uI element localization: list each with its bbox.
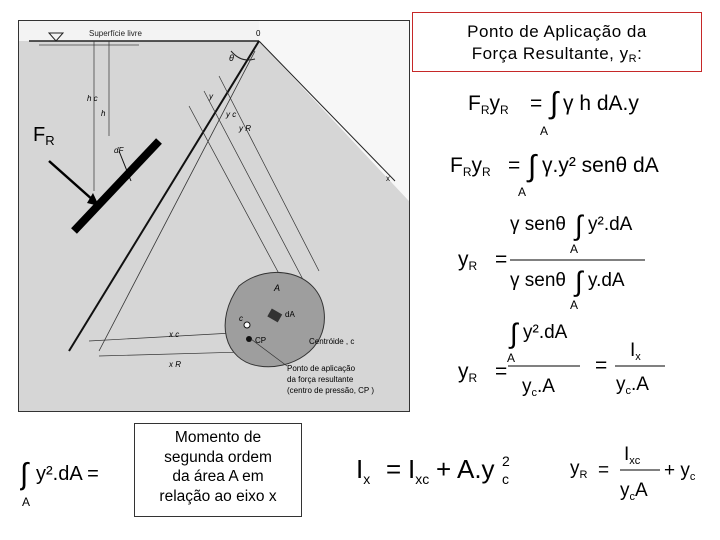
- xR-label: x R: [169, 360, 181, 369]
- eq4-equals: =: [495, 360, 508, 383]
- eq3-num-integral: ∫: [575, 210, 583, 241]
- dF-label: dF: [114, 146, 124, 155]
- theta-label: θ: [229, 53, 234, 63]
- parallel-axis-eq: [352, 440, 532, 520]
- cp-caption-2: da força resultante: [287, 375, 354, 384]
- title-line-2: [413, 43, 701, 70]
- yc-label: y c: [226, 110, 237, 119]
- eq3-equals: =: [495, 248, 508, 271]
- pa-lhs: $I_x$: [356, 454, 371, 487]
- eq2-rhs: γ.y² senθ dA: [542, 154, 659, 177]
- yr-num: $I_{xc}$: [624, 444, 641, 467]
- eq3-num-const: γ senθ: [510, 214, 566, 235]
- hydrostatic-figure: [18, 20, 410, 412]
- surface-marker-icon: [49, 33, 63, 41]
- eq3-num-int-lower: A: [570, 242, 579, 256]
- eq4-rhs-den: $y_c.A$: [616, 374, 649, 397]
- pa-rhs2: + A.y: [436, 454, 495, 484]
- title-box: [412, 12, 702, 72]
- eq3-den-int-lower: A: [570, 298, 579, 312]
- eq4-equals-2: =: [595, 354, 608, 377]
- pa-sub: c: [502, 471, 509, 487]
- moment-line-3: da área A em: [172, 468, 264, 485]
- moment-line-1: Momento de: [174, 429, 262, 446]
- eq1-int-lower: A: [540, 124, 549, 138]
- eq3-den-integral: ∫: [575, 266, 583, 297]
- bottom-left-expr: y².dA =: [36, 463, 99, 485]
- moment-box: [134, 423, 302, 517]
- pa-rhs1: $I_{xc}$: [408, 454, 430, 487]
- eq3-num-int: y².dA: [588, 214, 633, 235]
- dA-label: dA: [285, 310, 295, 319]
- hc-label: h c: [87, 94, 98, 103]
- eq1-integral: ∫: [550, 87, 559, 120]
- title-colon: :: [637, 44, 643, 63]
- eq3-den-const: γ senθ: [510, 270, 566, 291]
- eq4-int-lower: A: [507, 351, 516, 365]
- equation-3: [458, 210, 645, 312]
- h-label: h: [101, 109, 106, 118]
- equation-2: [450, 150, 659, 199]
- bottom-left-eq: [20, 440, 135, 520]
- A-label: A: [274, 283, 281, 293]
- eq2-integral: ∫: [528, 150, 537, 183]
- centroid-point: [244, 322, 250, 328]
- eq2-int-lower: A: [518, 185, 527, 199]
- eq4-lhs: yR: [458, 360, 478, 385]
- eq1-equals: =: [530, 92, 543, 115]
- moment-line-4: relação ao eixo x: [159, 487, 277, 505]
- cp-label: CP: [255, 336, 267, 345]
- moment-line-2: segunda ordem: [164, 448, 272, 466]
- bottom-left-int-lower: A: [22, 495, 31, 509]
- equations-svg: [410, 80, 710, 410]
- eq4-num: y².dA: [523, 322, 568, 343]
- yr-tail: + $y_c$: [664, 460, 696, 483]
- figure-svg: [19, 21, 409, 411]
- eq4-integral: ∫: [510, 318, 518, 349]
- pa-sup: 2: [502, 453, 510, 469]
- eq2-lhs: FRyR: [450, 154, 491, 179]
- c-label: c: [239, 314, 243, 323]
- eq4-rhs-num: $I_x$: [630, 340, 641, 363]
- yr-den: $y_cA$: [620, 480, 648, 503]
- xc-label: x c: [169, 330, 180, 339]
- yR-final-eq: [568, 438, 713, 528]
- title-line-1: Ponto de Aplicação da: [467, 22, 647, 41]
- centroid-caption: Centróide , c: [309, 337, 355, 346]
- x-axis-label: x: [386, 174, 390, 183]
- y-label: y: [209, 92, 213, 101]
- cp-caption-3: (centro de pressão, CP ): [287, 386, 375, 395]
- eq1-rhs: γ h dA.y: [563, 92, 639, 115]
- pa-equals: =: [386, 454, 402, 484]
- eq3-lhs: yR: [458, 248, 478, 273]
- eq1-lhs: FRyR: [468, 92, 509, 117]
- fr-label: $F_R$: [33, 124, 55, 148]
- bottom-left-integral: ∫: [20, 458, 29, 491]
- surface-label: Superfície livre: [89, 29, 142, 38]
- equation-1: [468, 87, 639, 138]
- equation-4: [458, 318, 665, 399]
- yR-label: y R: [239, 124, 251, 133]
- origin-label: 0: [256, 29, 261, 38]
- title-line-2-text: Força Resultante, y: [471, 44, 629, 63]
- yr-equals: =: [598, 460, 610, 481]
- eq4-den: $y_c.A$: [522, 376, 555, 399]
- eq2-equals: =: [508, 154, 521, 177]
- eq3-den-int: y.dA: [588, 270, 625, 291]
- yr-lhs: $y_R$: [570, 458, 588, 481]
- title-sub: R: [628, 53, 638, 65]
- cp-caption-1: Ponto de aplicação: [287, 364, 356, 373]
